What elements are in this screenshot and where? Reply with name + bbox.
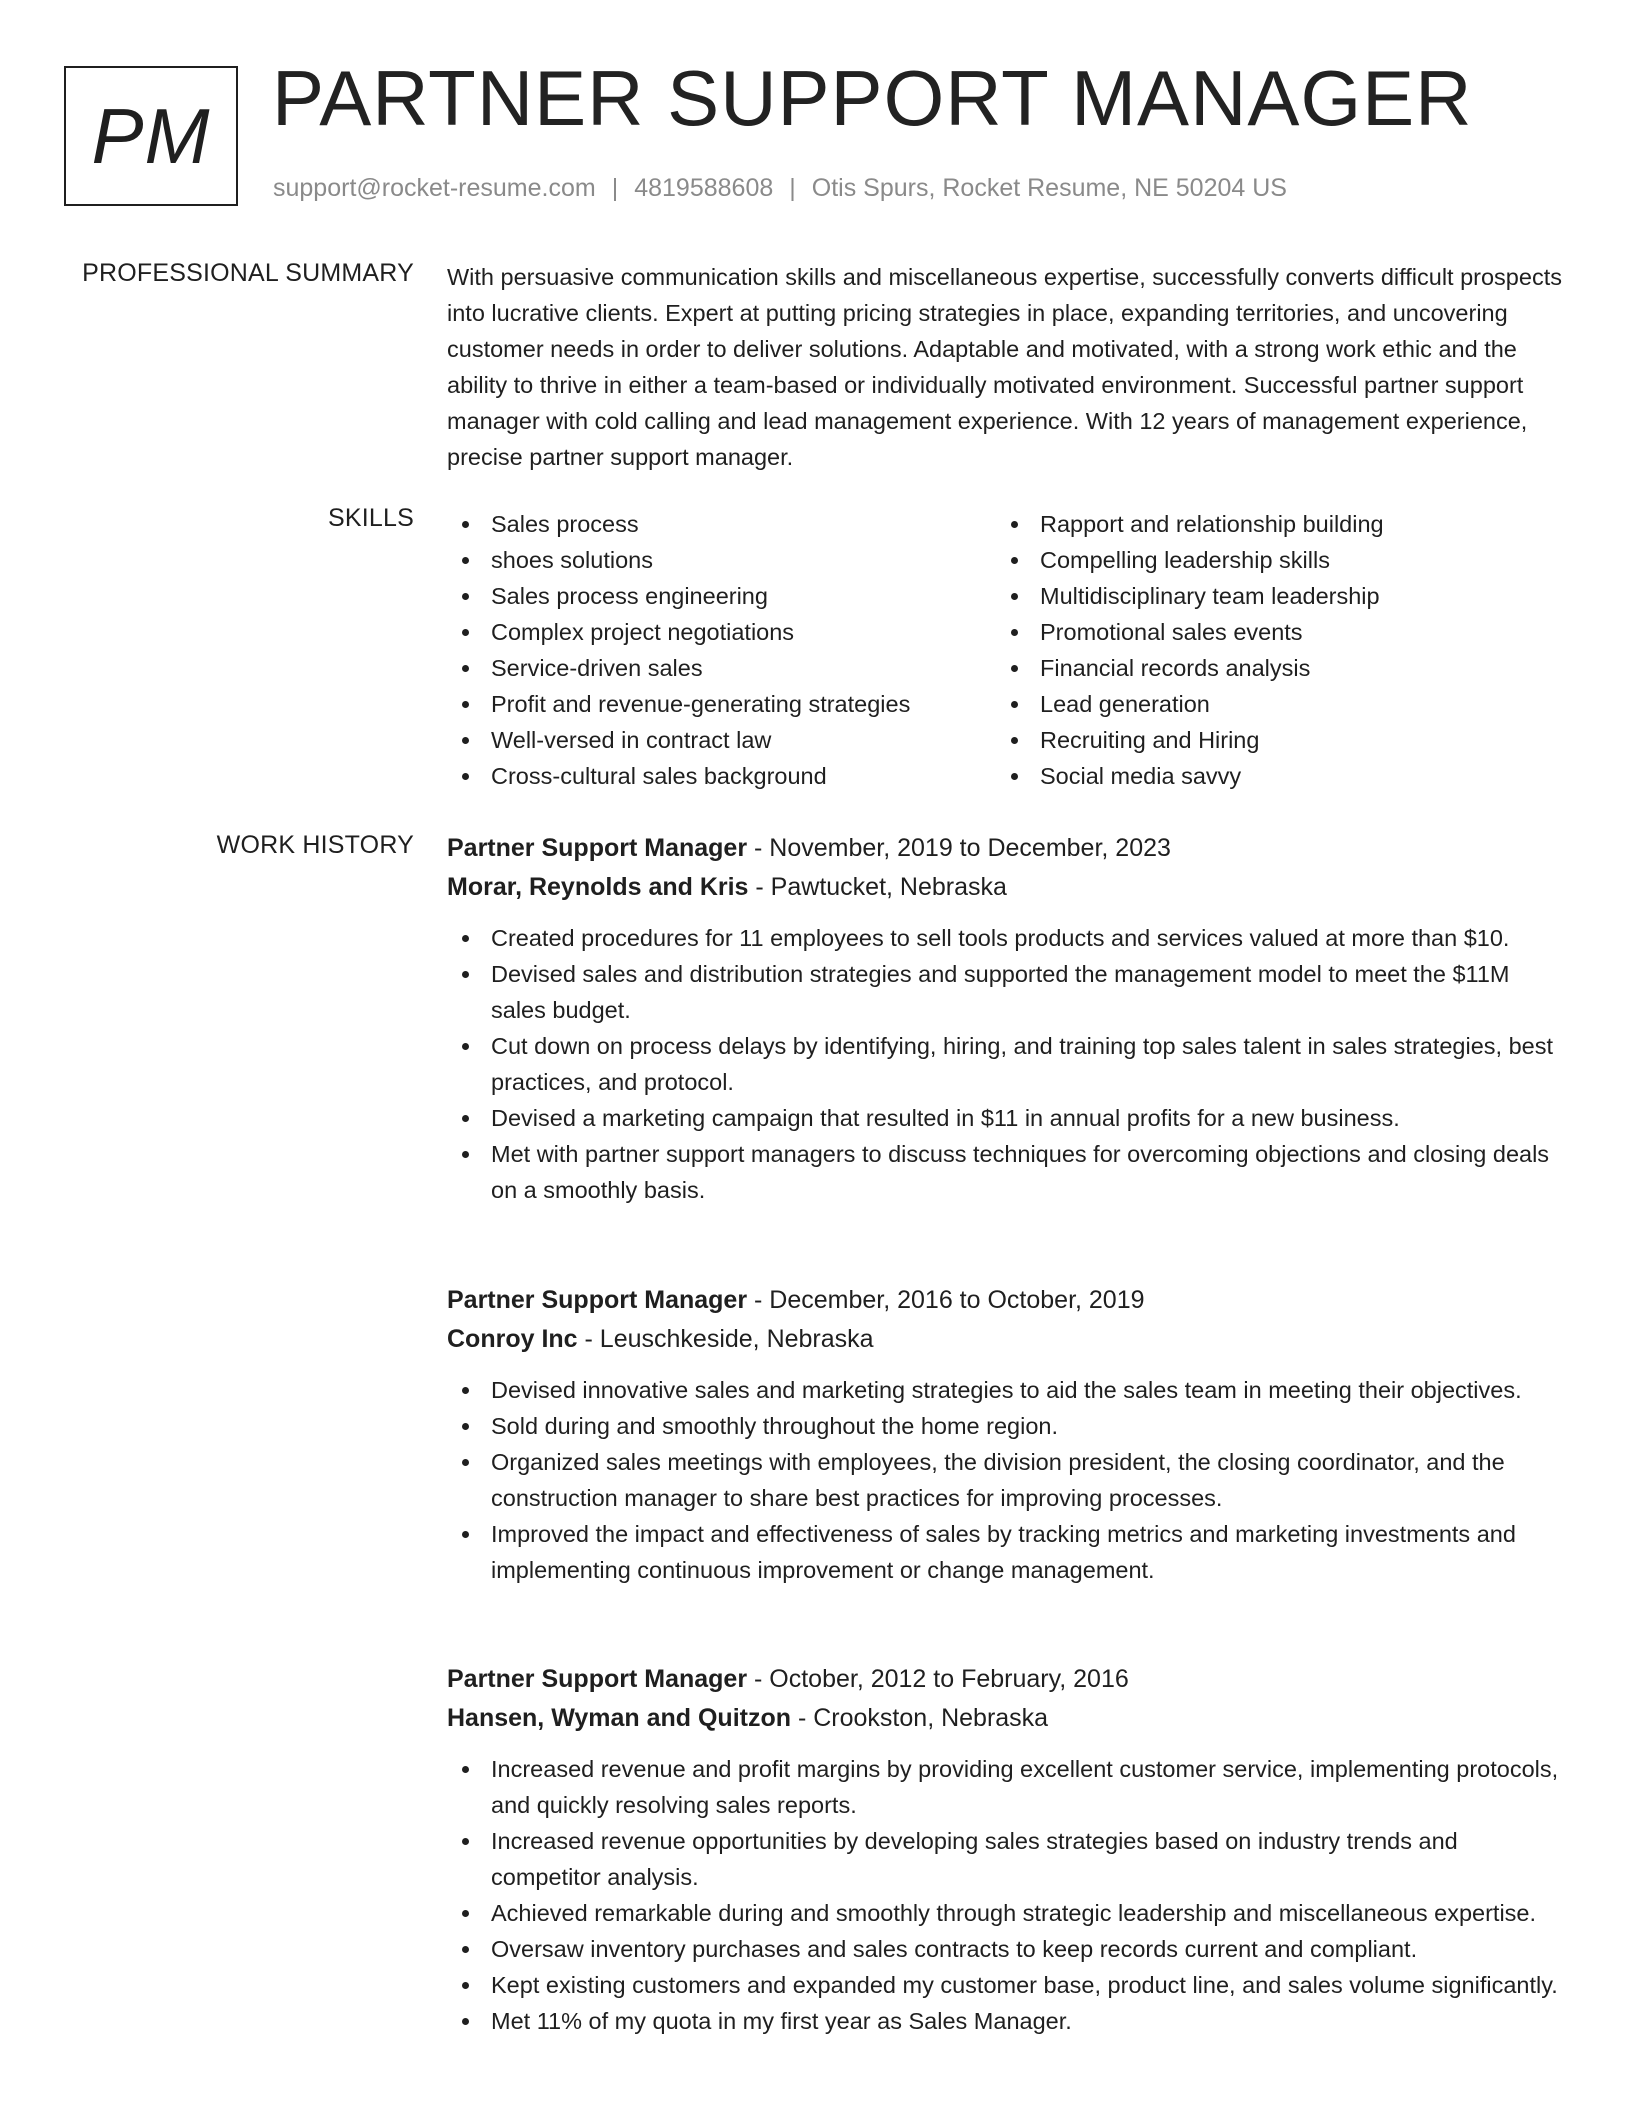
skill-item: Multidisciplinary team leadership: [996, 578, 1556, 614]
skill-item: Sales process engineering: [447, 578, 987, 614]
skill-item: Compelling leadership skills: [996, 542, 1556, 578]
skills-list-left: [447, 506, 987, 794]
monogram-initials: PM: [91, 91, 211, 180]
job-bullet: Devised sales and distribution strategies and supported the management model to meet the $11M sales budget.: [447, 956, 1567, 1028]
job-bullet: Sold during and smoothly throughout the home region.: [447, 1408, 1567, 1444]
section-label-skills: SKILLS: [328, 504, 414, 532]
skill-item: Financial records analysis: [996, 650, 1556, 686]
section-label-summary: PROFESSIONAL SUMMARY: [82, 259, 414, 287]
candidate-title: PARTNER SUPPORT MANAGER: [272, 54, 1473, 142]
skill-item: Cross-cultural sales background: [447, 758, 987, 794]
job-bullet: Increased revenue and profit margins by providing excellent customer service, implementing protocols, and quickly resolving sales reports.: [447, 1751, 1567, 1823]
skill-item: Well-versed in contract law: [447, 722, 987, 758]
summary-text: With persuasive communication skills and miscellaneous expertise, successfully converts difficult prospects into lucrative clients. Expert at putting pricing strategies in place, expanding territories, and uncovering customer needs in order to deliver solutions. Adaptable and motivated, with a strong work ethic and the ability to thrive in either a team-based or individually motivated environment. Successful partner support manager with cold calling and lead management experience. With 12 years of management experience, precise partner support manager.: [447, 264, 1562, 470]
job-title-line: [447, 1660, 1567, 1699]
job-bullet: Improved the impact and effectiveness of sales by tracking metrics and marketing investments and implementing continuous improvement or change management.: [447, 1516, 1567, 1588]
job-bullet: Met with partner support managers to discuss techniques for overcoming objections and closing deals on a smoothly basis.: [447, 1136, 1567, 1208]
contact-separator: |: [611, 174, 619, 202]
skill-item: Rapport and relationship building: [996, 506, 1556, 542]
section-label-work-history: WORK HISTORY: [216, 831, 414, 859]
skills-list-right: [996, 506, 1556, 794]
skill-item: Sales process: [447, 506, 987, 542]
job-bullet: Created procedures for 11 employees to sell tools products and services valued at more than $10.: [447, 920, 1567, 956]
job-company-line: [447, 1699, 1567, 1738]
contact-phone: 4819588608: [634, 174, 774, 202]
job-bullet: Devised innovative sales and marketing strategies to aid the sales team in meeting their objectives.: [447, 1372, 1567, 1408]
job-bullets: [447, 920, 1567, 1208]
skill-item: Service-driven sales: [447, 650, 987, 686]
job-company: Conroy Inc: [447, 1325, 578, 1353]
skill-item: Promotional sales events: [996, 614, 1556, 650]
job-title-line: [447, 829, 1567, 868]
skill-item: Profit and revenue-generating strategies: [447, 686, 987, 722]
skill-item: Lead generation: [996, 686, 1556, 722]
monogram-box: [64, 66, 238, 206]
job-bullet: Organized sales meetings with employees, the division president, the closing coordinator, and the construction manager to share best practices for improving processes.: [447, 1444, 1567, 1516]
skill-item: Complex project negotiations: [447, 614, 987, 650]
job-location: - Leuschkeside, Nebraska: [577, 1325, 874, 1353]
job-dates: - November, 2019 to December, 2023: [747, 834, 1171, 862]
contact-line: [273, 174, 1287, 203]
job-bullet: Devised a marketing campaign that resulted in $11 in annual profits for a new business.: [447, 1100, 1567, 1136]
job-location: - Pawtucket, Nebraska: [748, 873, 1007, 901]
job-entry: [447, 829, 1567, 1208]
skill-item: Social media savvy: [996, 758, 1556, 794]
contact-email: support@rocket-resume.com: [273, 174, 596, 202]
job-bullets: [447, 1751, 1567, 2039]
job-bullets: [447, 1372, 1567, 1588]
job-company-line: [447, 1320, 1567, 1359]
job-bullet: Cut down on process delays by identifying, hiring, and training top sales talent in sales strategies, best practices, and protocol.: [447, 1028, 1567, 1100]
job-location: - Crookston, Nebraska: [791, 1704, 1049, 1732]
job-entry: [447, 1281, 1567, 1588]
job-company-line: [447, 868, 1567, 907]
job-bullet: Achieved remarkable during and smoothly through strategic leadership and miscellaneous expertise.: [447, 1895, 1567, 1931]
job-bullet: Kept existing customers and expanded my customer base, product line, and sales volume significantly.: [447, 1967, 1567, 2003]
job-title: Partner Support Manager: [447, 1665, 748, 1693]
job-bullet: Increased revenue opportunities by developing sales strategies based on industry trends and competitor analysis.: [447, 1823, 1567, 1895]
job-title: Partner Support Manager: [447, 834, 748, 862]
skill-item: Recruiting and Hiring: [996, 722, 1556, 758]
contact-address: Otis Spurs, Rocket Resume, NE 50204 US: [811, 174, 1287, 202]
job-title: Partner Support Manager: [447, 1286, 748, 1314]
job-company: Hansen, Wyman and Quitzon: [447, 1704, 792, 1732]
job-entry: [447, 1660, 1567, 2039]
job-dates: - October, 2012 to February, 2016: [747, 1665, 1129, 1693]
job-title-line: [447, 1281, 1567, 1320]
skill-item: shoes solutions: [447, 542, 987, 578]
job-bullet: Oversaw inventory purchases and sales contracts to keep records current and compliant.: [447, 1931, 1567, 1967]
job-company: Morar, Reynolds and Kris: [447, 873, 749, 901]
job-bullet: Met 11% of my quota in my first year as Sales Manager.: [447, 2003, 1567, 2039]
job-dates: - December, 2016 to October, 2019: [747, 1286, 1145, 1314]
contact-separator: |: [789, 174, 796, 202]
